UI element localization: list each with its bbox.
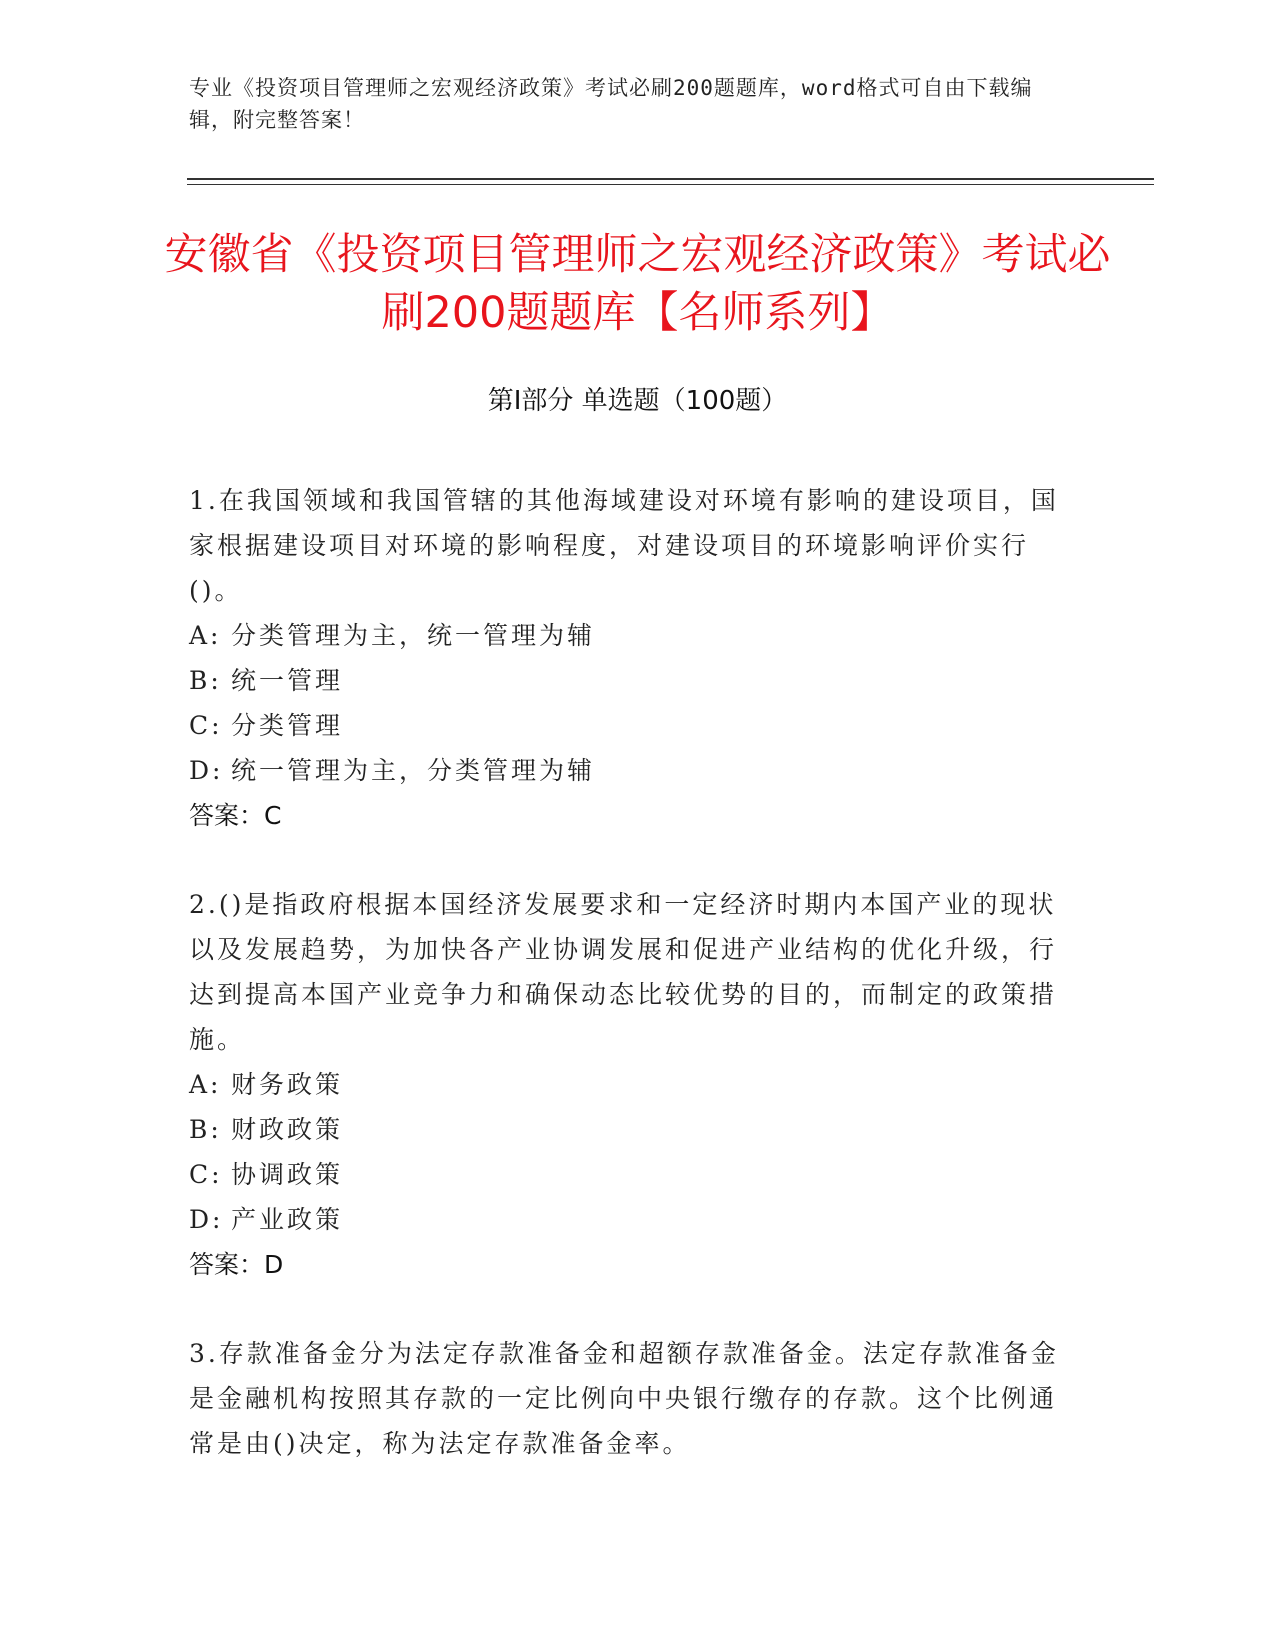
header-divider	[187, 178, 1154, 180]
option-letter: A:	[189, 621, 222, 650]
option-text: 统一管理	[231, 666, 344, 695]
option-d	[189, 1197, 1059, 1242]
question-2	[189, 882, 1059, 1287]
option-text: 分类管理为主，统一管理为辅	[231, 621, 596, 650]
option-b	[189, 1107, 1059, 1152]
option-text: 统一管理为主，分类管理为辅	[231, 756, 596, 785]
option-text: 产业政策	[231, 1205, 344, 1234]
option-a	[189, 1062, 1059, 1107]
question-3	[189, 1331, 1059, 1466]
option-text: 分类管理	[231, 711, 344, 740]
option-c	[189, 1152, 1059, 1197]
option-letter: B:	[189, 1115, 222, 1144]
option-text: 财政政策	[231, 1115, 344, 1144]
option-text: 财务政策	[231, 1070, 344, 1099]
header-note: 专业《投资项目管理师之宏观经济政策》考试必刷200题题库，word格式可自由下载编辑，附完整答案！	[189, 76, 1033, 132]
option-d	[189, 748, 1059, 793]
option-letter: C:	[189, 1160, 223, 1189]
question-stem: 1.在我国领域和我国管辖的其他海域建设对环境有影响的建设项目，国家根据建设项目对环境的影响程度，对建设项目的环境影响评价实行()。	[189, 486, 1059, 605]
answer-line: 答案：C	[189, 801, 282, 830]
section-heading: 第I部分 单选题（100题）	[487, 386, 788, 416]
option-letter: A:	[189, 1070, 222, 1099]
question-1	[189, 478, 1059, 838]
question-list	[189, 478, 1059, 1510]
option-letter: B:	[189, 666, 222, 695]
question-stem: 3.存款准备金分为法定存款准备金和超额存款准备金。法定存款准备金是金融机构按照其存款的一定比例向中央银行缴存的存款。这个比例通常是由()决定，称为法定存款准备金率。	[189, 1339, 1059, 1458]
document-title: 安徽省《投资项目管理师之宏观经济政策》考试必刷200题题库【名师系列】	[164, 230, 1111, 338]
option-letter: D:	[189, 756, 224, 785]
answer-line: 答案：D	[189, 1250, 284, 1279]
option-letter: D:	[189, 1205, 224, 1234]
option-a	[189, 613, 1059, 658]
option-c	[189, 703, 1059, 748]
question-stem: 2.()是指政府根据本国经济发展要求和一定经济时期内本国产业的现状以及发展趋势，为加快各产业协调发展和促进产业结构的优化升级，行达到提高本国产业竞争力和确保动态比较优势的目的，而制定的政策措施。	[189, 890, 1058, 1054]
option-b	[189, 658, 1059, 703]
option-text: 协调政策	[231, 1160, 344, 1189]
option-letter: C:	[189, 711, 223, 740]
header-divider-thin	[187, 184, 1154, 185]
